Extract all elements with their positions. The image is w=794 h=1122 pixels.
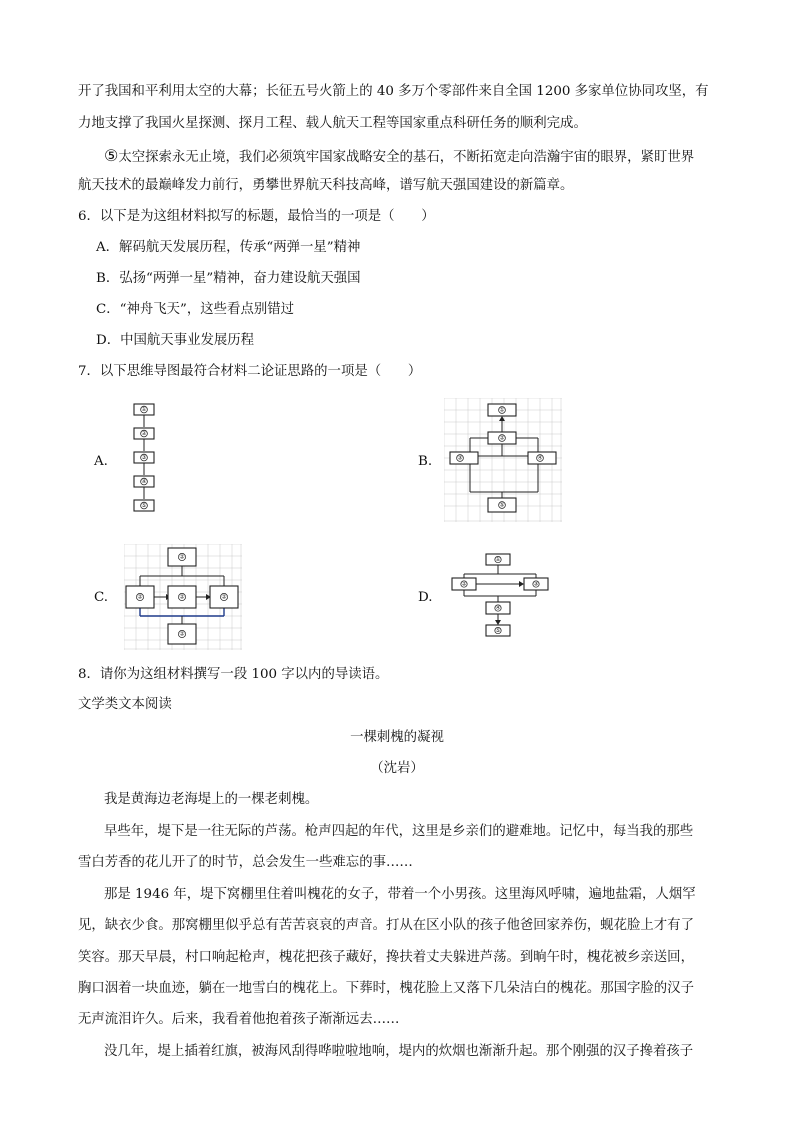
mindmap-a-node-1: [134, 404, 154, 415]
svg-text:②: ②: [137, 593, 143, 601]
mindmap-a-node-2: [134, 428, 154, 439]
story-author: （沈岩）: [370, 761, 424, 776]
svg-text:①: ①: [499, 406, 505, 414]
story-paragraph-2-line-2: 雪白芳香的花儿开了的时节，总会发生一些难忘的事……: [78, 855, 413, 870]
svg-text:④: ④: [495, 604, 501, 612]
svg-text:①: ①: [495, 556, 501, 563]
mindmap-d-edges: [464, 565, 539, 625]
mindmap-d-node-1: [486, 554, 510, 565]
mindmap-option-a[interactable]: [126, 400, 166, 522]
svg-text:⑤: ⑤: [499, 501, 505, 509]
mindmap-a-node-5: [134, 500, 154, 511]
question-6-option-c[interactable]: C．“神舟飞天”，这些看点别错过: [96, 302, 295, 317]
svg-text:②: ②: [179, 593, 185, 601]
svg-text:⑤: ⑤: [141, 502, 147, 509]
question-7-option-c-label[interactable]: C.: [94, 590, 109, 605]
mindmap-b-node-2: [488, 432, 516, 444]
mindmap-b-node-3: [450, 452, 478, 464]
passage-paragraph-5-line-1: [104, 146, 794, 168]
mindmap-c-node-bottom: [168, 624, 196, 644]
story-paragraph-3-line-1: 那是 1946 年，堤下窝棚里住着叫槐花的女子，带着一个小男孩。这里海风呼啸，遍地盐霜，人烟罕: [104, 887, 696, 902]
svg-text:③: ③: [533, 580, 539, 588]
svg-text:③: ③: [141, 454, 147, 461]
mindmap-b-node-4: [528, 452, 556, 464]
question-7-option-d-label[interactable]: D.: [418, 590, 433, 605]
svg-text:⑤: ⑤: [495, 627, 501, 634]
story-paragraph-3-line-2: 见，缺衣少食。那窝棚里似乎总有苦苦哀哀的声音。打从在区小队的孩子他爸回家养伤，蚬花脸上才有了: [78, 918, 694, 933]
svg-text:②: ②: [221, 593, 227, 601]
svg-text:①: ①: [141, 406, 147, 413]
question-7-option-a-label[interactable]: A.: [94, 454, 108, 469]
question-8-stem: 8．请你为这组材料撰写一段 100 字以内的导读语。: [78, 667, 389, 682]
mindmap-c-node-left: [126, 586, 154, 608]
story-paragraph-3-line-5: 无声流泪许久。后来，我看着他抱着孩子渐渐远去……: [78, 1012, 400, 1027]
mindmap-option-b[interactable]: [444, 398, 562, 522]
section-heading: 文学类文本阅读: [78, 697, 172, 712]
svg-text:④: ④: [141, 478, 147, 485]
mindmap-b-node-1: [488, 404, 516, 416]
mindmap-c-node-center: [168, 586, 196, 608]
svg-text:②: ②: [461, 580, 467, 588]
mindmap-d-node-5: [486, 625, 510, 636]
svg-text:②: ②: [179, 553, 185, 561]
svg-text:②: ②: [141, 430, 147, 437]
question-7-option-b-label[interactable]: B.: [418, 454, 433, 469]
mindmap-a-node-3: [134, 452, 154, 463]
passage-line-2: 力地支撑了我国火星探测、探月工程、载人航天工程等国家重点科研任务的顺利完成。: [78, 116, 587, 131]
paragraph-5-text: 太空探索永无止境，我们必须筑牢国家战略安全的基石，不断拓宽走向浩瀚宇宙的眼界，紧盯世界: [118, 150, 695, 165]
svg-text:②: ②: [179, 630, 185, 638]
story-paragraph-3-line-4: 胸口洇着一块血迹，躺在一地雪白的槐花上。下葬时，槐花脸上又落下几朵洁白的槐花。那国字脸的汉子: [78, 981, 694, 996]
story-paragraph-1: 我是黄海边老海堤上的一棵老刺槐。: [104, 792, 319, 807]
mindmap-d-node-2: [452, 578, 476, 590]
mindmap-c-node-top: [168, 548, 196, 566]
svg-text:④: ④: [537, 454, 543, 462]
svg-text:②: ②: [499, 434, 505, 442]
mindmap-a-node-4: [134, 476, 154, 487]
mindmap-option-c[interactable]: [124, 544, 242, 650]
mindmap-c-node-right: [210, 586, 238, 608]
passage-line-1: 开了我国和平利用太空的大幕；长征五号火箭上的 40 多万个零部件来自全国 1200 多家单位协同攻坚，有: [78, 84, 709, 99]
question-6-option-d[interactable]: D．中国航天事业发展历程: [96, 333, 255, 348]
story-paragraph-3-line-3: 笑容。那天早晨，村口响起枪声，槐花把孩子藏好，搀扶着丈夫躲进芦荡。到晌午时，槐花被乡亲送回，: [78, 950, 694, 965]
mindmap-d-node-3: [524, 578, 548, 590]
story-paragraph-2-line-1: 早些年，堤下是一往无际的芦荡。枪声四起的年代，这里是乡亲们的避难地。记忆中，每当我的那些: [104, 824, 694, 839]
question-7-stem: 7．以下思维导图最符合材料二论证思路的一项是（ ）: [78, 364, 422, 379]
paragraph-marker-5: ⑤: [104, 146, 119, 165]
svg-text:③: ③: [457, 454, 463, 462]
mindmap-d-node-4: [486, 602, 510, 614]
question-6-option-b[interactable]: B．弘扬“两弹一星”精神，奋力建设航天强国: [96, 271, 361, 286]
question-6-stem: 6．以下是为这组材料拟写的标题，最恰当的一项是（ ）: [78, 209, 435, 224]
story-title: 一棵刺槐的凝视: [350, 730, 444, 745]
mindmap-b-node-5: [488, 498, 516, 512]
mindmap-option-d[interactable]: [448, 548, 558, 640]
passage-paragraph-5-line-2: 航天技术的最巅峰发力前行，勇攀世界航天科技高峰，谱写航天强国建设的新篇章。: [78, 178, 574, 193]
question-6-option-a[interactable]: A．解码航天发展历程，传承“两弹一星”精神: [96, 240, 361, 255]
story-paragraph-4-line-1: 没几年，堤上插着红旗，被海风刮得哗啦啦地响，堤内的炊烟也渐渐升起。那个刚强的汉子搀着孩子: [104, 1044, 694, 1059]
